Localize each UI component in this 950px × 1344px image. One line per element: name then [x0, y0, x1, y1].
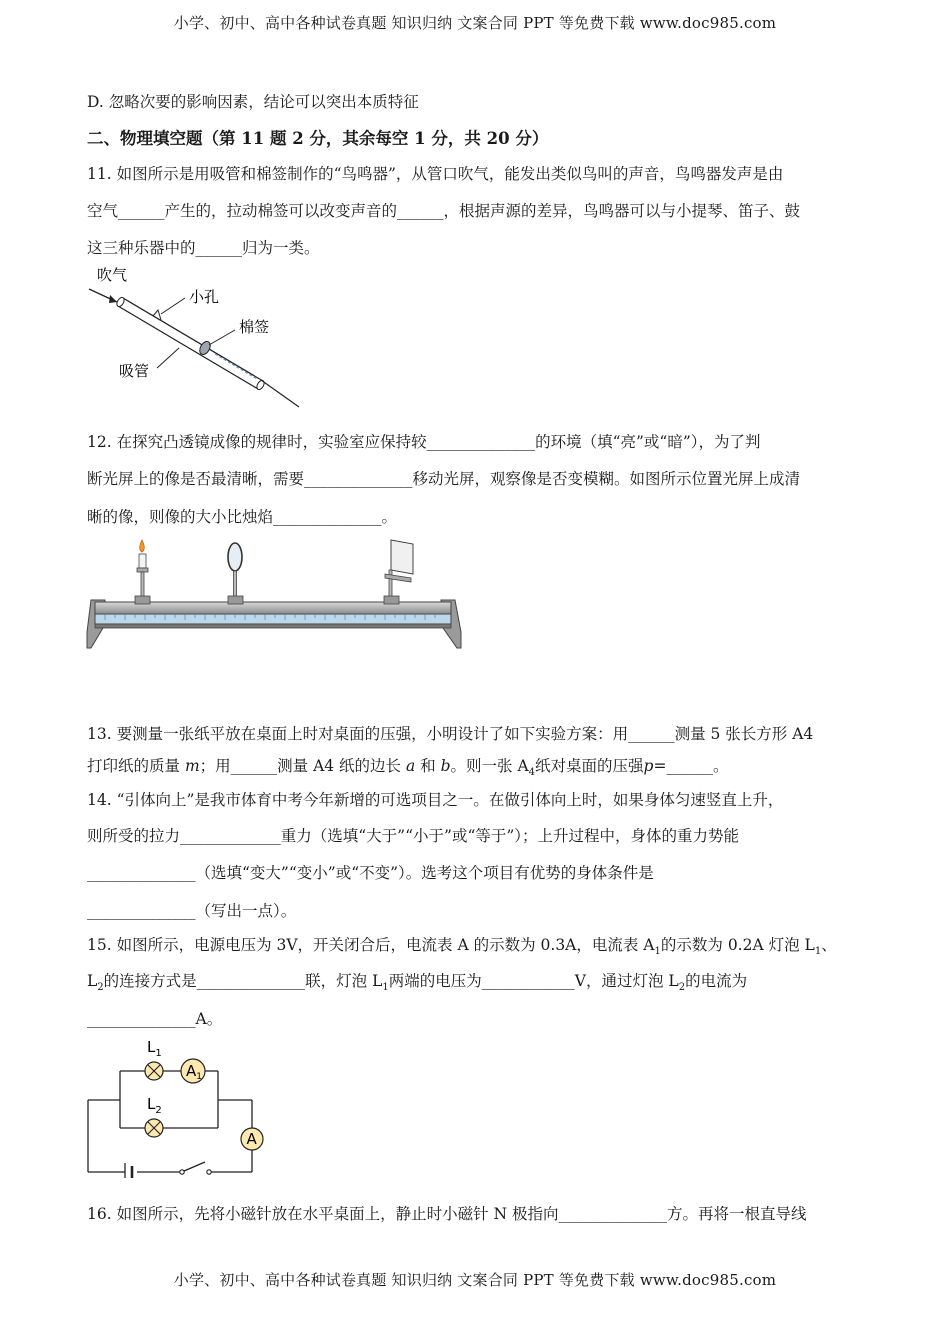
lamp-l2 — [145, 1119, 163, 1137]
q12-line-1: 12. 在探究凸透镜成像的规律时，实验室应保持较______________的环境（填“亮”或“暗”），为了判 — [87, 433, 761, 451]
q14-line-3: ______________（选填“变大”“变小”或“不变”）。选考这个项目有优势的身体条件是 — [87, 864, 654, 882]
label-hole: 小孔 — [189, 288, 220, 306]
sub-a1: 1 — [654, 946, 661, 958]
label-swab: 棉签 — [239, 318, 270, 336]
var-p: p — [643, 757, 654, 775]
hole-leader — [161, 298, 185, 314]
q11-line-3: 这三种乐器中的______归为一类。 — [87, 239, 320, 257]
q13-text-b: ；用______测量 A4 纸的边长 — [199, 757, 406, 775]
q15-text-b: 的示数为 0.2A 灯泡 L — [660, 936, 815, 954]
sub-4: 4 — [528, 767, 536, 779]
q13-text-f: =______。 — [653, 757, 729, 775]
q13-text-c: 和 — [415, 757, 441, 775]
blow-arrow-head — [109, 295, 117, 303]
swab-stick — [261, 380, 299, 407]
q15-text-g: 的电流为 — [685, 972, 748, 990]
label-l1: $L_1$ — [147, 1038, 162, 1059]
label-a1: $A_1$ — [186, 1062, 202, 1082]
q15-line-3: ______________A。 — [87, 1010, 223, 1028]
q13-text-e: 纸对桌面的压强 — [535, 757, 644, 775]
q13-line-1: 13. 要测量一张纸平放在桌面上时对桌面的压强，小明设计了如下实验方案：用______测量 5 张长方形 A4 — [87, 725, 814, 743]
q14-line-1: 14. “引体向上”是我市体育中考今年新增的可选项目之一。在做引体向上时，如果身体匀速竖直上升， — [87, 791, 784, 809]
q11-line-2: 空气______产生的，拉动棉签可以改变声音的______，根据声源的差异，鸟鸣器可以与小提琴、笛子、鼓 — [87, 202, 801, 220]
lamp-l1 — [145, 1062, 163, 1080]
sub-l2b: 2 — [678, 982, 686, 994]
label-l2: $L_2$ — [147, 1095, 162, 1116]
swab-inside — [215, 354, 257, 379]
q15-line-1 — [87, 933, 837, 957]
sub-l1b: 1 — [382, 982, 389, 994]
q13-line-2 — [87, 754, 728, 778]
q15-text-f: 两端的电压为____________V，通过灯泡 L — [388, 972, 679, 990]
q12-line-3: 晰的像，则像的大小比烛焰______________。 — [87, 508, 398, 526]
page-header: 小学、初中、高中各种试卷真题 知识归纳 文案合同 PPT 等免费下载 www.doc985.com — [173, 14, 777, 32]
bird-whistle-figure — [85, 262, 315, 412]
page-footer: 小学、初中、高中各种试卷真题 知识归纳 文案合同 PPT 等免费下载 www.doc985.com — [173, 1271, 777, 1289]
q13-text-d: 。则一张 A — [450, 757, 529, 775]
label-a: A — [246, 1130, 257, 1148]
option-d: D. 忽略次要的影响因素，结论可以突出本质特征 — [87, 93, 419, 111]
q15-text-e: 的连接方式是______________联，灯泡 L — [103, 972, 383, 990]
label-blow: 吹气 — [97, 266, 128, 284]
convex-lens — [228, 543, 243, 604]
sub-l1: 1 — [814, 946, 822, 958]
q16-line-1: 16. 如图所示，先将小磁针放在水平桌面上，静止时小磁针 N 极指向______________方。再将一根直导线 — [87, 1205, 807, 1223]
straw-leader — [157, 348, 179, 368]
q12-line-2: 断光屏上的像是否最清晰，需要______________移动光屏，观察像是否变模糊。如图所示位置光屏上成清 — [87, 470, 801, 488]
var-b: b — [440, 757, 451, 775]
var-a: a — [405, 757, 416, 775]
q14-line-4: ______________（写出一点）。 — [87, 902, 297, 920]
battery — [125, 1163, 132, 1178]
light-screen — [384, 540, 413, 604]
bench-scale — [95, 614, 451, 624]
circuit-wires — [88, 1071, 252, 1172]
var-m: m — [184, 757, 200, 775]
label-straw: 吸管 — [119, 362, 150, 380]
bench-rail-bottom — [95, 624, 451, 628]
q15-text-c: 、 — [821, 936, 837, 954]
optical-bench-figure — [85, 536, 465, 654]
sub-l2: 2 — [97, 982, 104, 994]
q15-text-d: L — [87, 972, 98, 990]
q11-line-1: 11. 如图所示是用吸管和棉签制作的“鸟鸣器”，从管口吹气，能发出类似鸟叫的声音，鸟鸣器发声是由 — [87, 165, 784, 183]
q15-line-2 — [87, 969, 747, 993]
section-title: 二、物理填空题（第 11 题 2 分，其余每空 1 分，共 20 分） — [87, 129, 549, 148]
switch — [180, 1162, 211, 1174]
q13-text-a: 打印纸的质量 — [87, 757, 185, 775]
q14-line-2: 则所受的拉力_____________重力（选填“大于”“小于”或“等于”）；上升过程中，身体的重力势能 — [87, 827, 740, 845]
q15-text-a: 15. 如图所示，电源电压为 3V，开关闭合后，电流表 A 的示数为 0.3A，电流表 A — [87, 936, 655, 954]
candle — [135, 540, 150, 604]
circuit-figure — [85, 1036, 270, 1178]
swab-leader — [209, 330, 235, 345]
